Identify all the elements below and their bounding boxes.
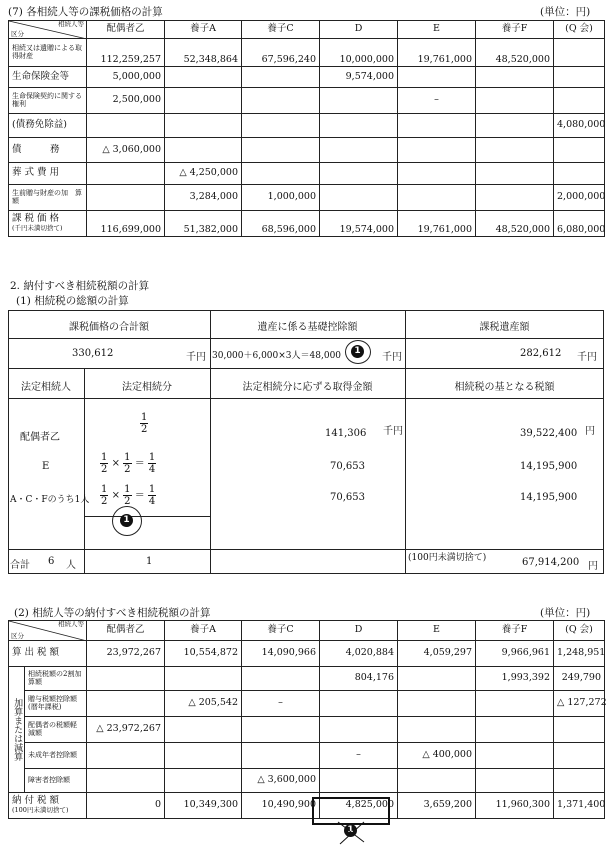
table-row [9,793,605,819]
table-cell: 14,090,966 [242,641,320,667]
table-cell: – [398,88,476,114]
unit-thousand-yen: 千円 [186,352,206,363]
row-label: (債務免除益) [9,114,87,138]
header-basic-deduction: 遺産に係る基礎控除額 [257,322,358,333]
fraction-formula: $\frac{1}{2}$ × $\frac{1}{2}$ ＝ $\frac{1}{4}$ [101,484,156,507]
table-cell [165,667,242,691]
table-cell [554,67,605,88]
base-tax: 14,195,900 [520,461,578,472]
table-cell [398,691,476,717]
table-cell: △ 4,250,000 [165,163,242,185]
table-row [9,717,605,743]
column-header: (Q 会) [554,21,605,39]
table-cell: 5,000,000 [87,67,165,88]
unit-yen: 円 [585,426,595,437]
table-cell [554,769,605,793]
table-cell [320,163,398,185]
table-cell [165,769,242,793]
heir-name: A・C・Fのうち1人 [10,495,90,505]
table-cell: △ 205,542 [165,691,242,717]
fraction-formula: $\frac{1}{2}$ × $\frac{1}{2}$ ＝ $\frac{1}{4}$ [101,452,156,475]
corner-bottom: 区分 [11,29,24,38]
row-label: 配偶者の税額軽減額 [25,717,87,743]
group-label: 加算または減算 [9,667,25,793]
table-cell: 52,348,864 [165,39,242,67]
table-cell [242,67,320,88]
table-cell [87,691,165,717]
table-cell: 6,080,000 [554,211,605,237]
table-cell: 10,349,300 [165,793,242,819]
section-2-1-title: (1) 相続税の総額の計算 [16,295,129,307]
header-taxable-estate: 課税遺産額 [479,322,530,333]
table-cell [554,743,605,769]
unit-yen: 円 [588,561,598,572]
table-cell [398,163,476,185]
table-cell: 249,790 [554,667,605,691]
table-cell [242,114,320,138]
row-label: 納 付 税 額 (100円未満切捨て) [9,793,87,819]
table-cell [165,88,242,114]
column-header: 配偶者乙 [87,621,165,641]
table-cell [242,667,320,691]
table-row [9,185,605,211]
table-row [9,138,605,163]
table-cell [476,743,554,769]
table-cell: 48,520,000 [476,211,554,237]
header-taxable-total: 課税価格の合計額 [69,322,149,333]
table-cell: 2,000,000 [554,185,605,211]
heir-name: E [42,461,50,472]
total-base-tax: 67,914,200 [522,557,580,568]
round-note: (100円未満切捨て) [408,553,487,563]
person-unit: 人 [66,560,76,571]
table-cell [165,114,242,138]
amount-by-share: 141,306 [325,428,367,439]
table-cell: 4,825,000 [320,793,398,819]
table-row [9,211,605,237]
table-cell: △ 23,972,267 [87,717,165,743]
table-row [9,641,605,667]
column-header: 養子C [242,621,320,641]
row-label: 障害者控除額 [25,769,87,793]
table-cell [87,114,165,138]
table-cell: 23,972,267 [87,641,165,667]
table-cell: 0 [87,793,165,819]
corner-bottom: 区分 [11,631,24,640]
corner-top: 相続人等 [58,20,84,28]
section-2-2-unit: (単位：円) [540,607,591,619]
table-cell [242,138,320,163]
table-cell [165,743,242,769]
corner-top: 相続人等 [58,620,84,628]
table-row [9,691,605,717]
taxable-estate-value: 282,612 [520,348,562,359]
table-cell [554,138,605,163]
table-cell [165,67,242,88]
row-label: 生命保険契約に関する権利 [9,88,87,114]
total-share: 1 [146,556,153,567]
table-cell: 67,596,240 [242,39,320,67]
table-cell: △ 3,600,000 [242,769,320,793]
table-cell: 10,490,900 [242,793,320,819]
table-cell: 1,000,000 [242,185,320,211]
table-cell: 4,020,884 [320,641,398,667]
heir-name: 配偶者乙 [20,432,60,443]
table-row [9,88,605,114]
table-cell: 48,520,000 [476,39,554,67]
table-cell [476,691,554,717]
table-cell: 3,659,200 [398,793,476,819]
table-cell: 116,699,000 [87,211,165,237]
header-legal-heir: 法定相続人 [21,382,71,393]
table-row [9,114,605,138]
row-label: 算 出 税 額 [9,641,87,667]
table-cell [242,88,320,114]
table-cell [398,114,476,138]
table-row [9,667,605,691]
table-cell [242,743,320,769]
table-cell [476,114,554,138]
row-label: 生前贈与財産の加 算 額 [9,185,87,211]
table-cell: 10,000,000 [320,39,398,67]
table-cell [165,717,242,743]
column-header: 養子C [242,21,320,39]
table-row [9,39,605,67]
row-label: 相続又は遺贈による取得財産 [9,39,87,67]
corner-header [9,21,87,39]
row-label: 生命保険金等 [9,67,87,88]
section-7-unit: (単位：円) [540,6,591,18]
hand-drawn-circle [112,506,142,536]
table-cell [320,88,398,114]
header-row [9,21,605,39]
table-cell [87,185,165,211]
column-header: D [320,621,398,641]
section-2-2-title: (2) 相続人等の納付すべき相続税額の計算 [14,607,211,619]
column-header: (Q 会) [554,621,605,641]
section-7-title: (7) 各相続人等の課税価格の計算 [8,6,163,18]
section-2-title: 2. 納付すべき相続税額の計算 [10,280,150,292]
table-cell: 2,500,000 [87,88,165,114]
table-cell: 9,574,000 [320,67,398,88]
column-header: 養子A [165,621,242,641]
table-cell: 4,059,297 [398,641,476,667]
unit-thousand-yen: 千円 [383,426,403,437]
table-cell: 804,176 [320,667,398,691]
table-row [9,769,605,793]
table-cell: 9,966,961 [476,641,554,667]
table-cell [398,769,476,793]
row-label: 贈与税額控除額(暦年課税) [25,691,87,717]
table-cell: 3,284,000 [165,185,242,211]
table-cell [476,138,554,163]
table-cell [398,67,476,88]
table-cell [320,691,398,717]
base-tax: 39,522,400 [520,428,578,439]
table-cell [398,717,476,743]
table-cell [87,163,165,185]
table-cell [320,185,398,211]
cross-mark-icon [334,818,370,846]
header-legal-share: 法定相続分 [122,382,172,393]
table-cell: 112,259,257 [87,39,165,67]
unit-thousand-yen: 千円 [382,352,402,363]
column-header: D [320,21,398,39]
row-label: 葬 式 費 用 [9,163,87,185]
table-cell [398,185,476,211]
table-cell: 11,960,300 [476,793,554,819]
table-cell: 51,382,000 [165,211,242,237]
base-tax: 14,195,900 [520,492,578,503]
table-cell [165,138,242,163]
table-cell: – [242,691,320,717]
table-cell: 19,574,000 [320,211,398,237]
header-amount-by-share: 法定相続分に応ずる取得金額 [242,382,373,393]
unit-thousand-yen: 千円 [577,352,597,363]
table-cell: 1,993,392 [476,667,554,691]
basic-deduction-value: 30,000＋6,000×3人＝48,000 [212,351,342,361]
payable-tax-table [8,620,605,819]
table-cell: 1,371,400 [554,793,605,819]
table-row [9,67,605,88]
table-cell: 1,248,951 [554,641,605,667]
column-header: 養子F [476,21,554,39]
table-cell [87,667,165,691]
table-cell: 4,080,000 [554,114,605,138]
taxable-total-value: 330,612 [72,348,114,359]
table-cell [398,138,476,163]
table-cell [476,185,554,211]
marker-1-icon: 1 [351,345,364,358]
table-cell [87,743,165,769]
table-cell [320,138,398,163]
table-cell [320,769,398,793]
table-cell: 10,554,872 [165,641,242,667]
fraction-half: $\frac{1}{2}$ [141,412,148,435]
column-header: E [398,621,476,641]
header-row [9,621,605,641]
table-cell: 19,761,000 [398,211,476,237]
table-cell: 19,761,000 [398,39,476,67]
table-cell [398,667,476,691]
table-cell: – [320,743,398,769]
row-label: 課 税 価 格 (千円未満切捨て) [9,211,87,237]
table-cell [476,769,554,793]
marker-1-icon: 1 [120,514,133,527]
table-cell [476,88,554,114]
column-header: 配偶者乙 [87,21,165,39]
marker-1-icon: 1 [344,824,357,837]
corner-header [9,621,87,641]
column-header: 養子A [165,21,242,39]
column-header: 養子F [476,621,554,641]
header-base-tax: 相続税の基となる税額 [454,382,555,393]
table-row [9,163,605,185]
table-cell [476,163,554,185]
table-cell: 68,596,000 [242,211,320,237]
table-cell [554,717,605,743]
amount-by-share: 70,653 [330,492,365,503]
table-cell: △ 400,000 [398,743,476,769]
row-label: 未成年者控除額 [25,743,87,769]
total-label: 合計 [10,560,30,571]
table-cell: △ 3,060,000 [87,138,165,163]
table-row [9,743,605,769]
table-cell [554,39,605,67]
table-cell [87,769,165,793]
row-label: 債 務 [9,138,87,163]
table-cell [320,717,398,743]
row-label: 相続税額の2割加算額 [25,667,87,691]
hand-drawn-circle [345,340,371,364]
table-cell [476,67,554,88]
table-cell [320,114,398,138]
table-cell [554,163,605,185]
taxable-value-table [8,20,605,237]
table-cell: △ 127,272 [554,691,605,717]
table-cell [242,717,320,743]
table-cell [242,163,320,185]
total-count: 6 [48,556,55,567]
table-cell [476,717,554,743]
column-header: E [398,21,476,39]
amount-by-share: 70,653 [330,461,365,472]
table-cell [554,88,605,114]
